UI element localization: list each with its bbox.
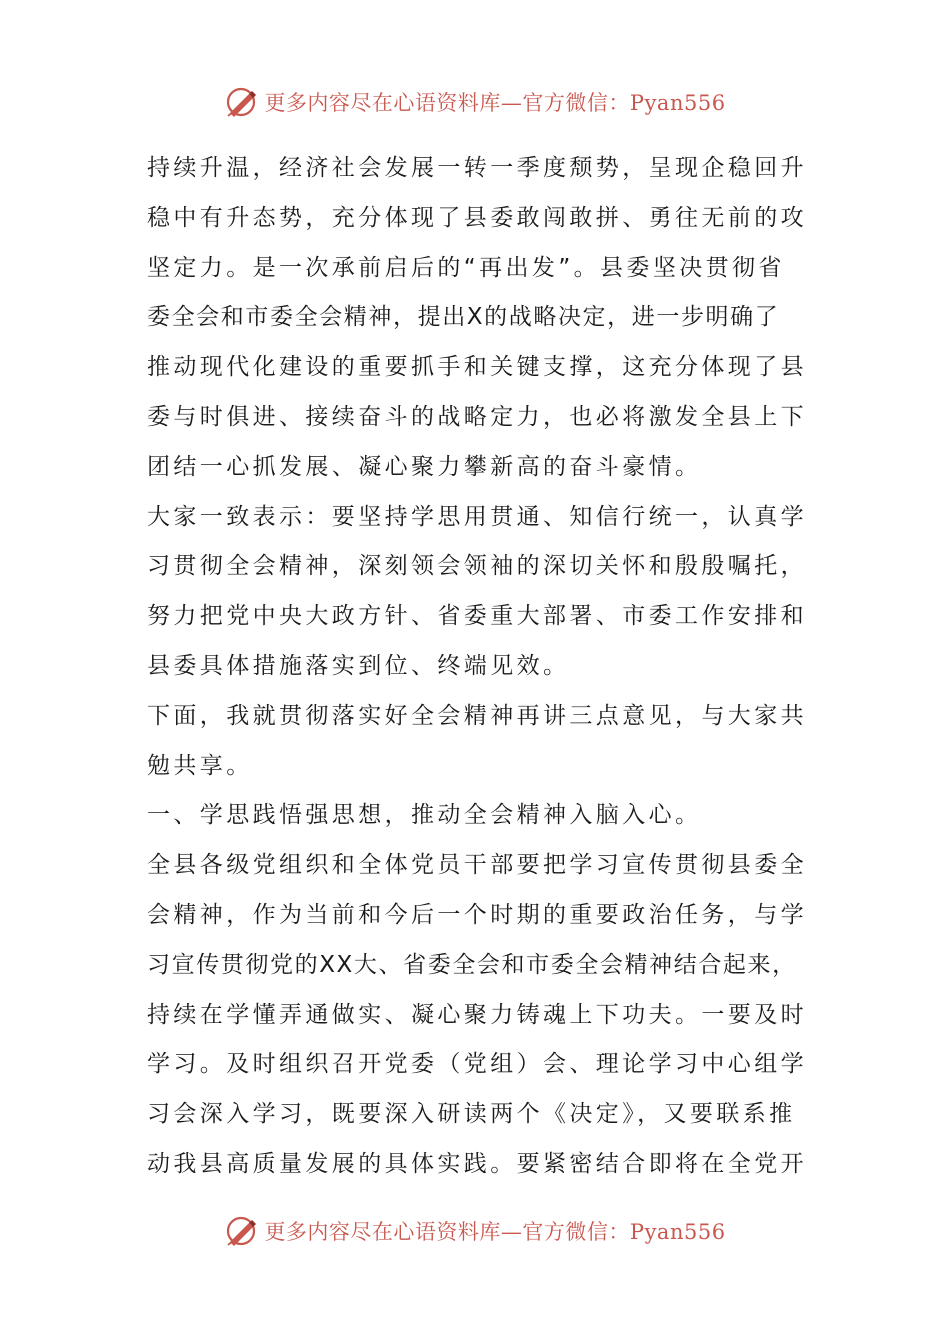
text-line: 推动现代化建设的重要抓手和关键支撑，这充分体现了县 — [147, 354, 807, 381]
text-line: 勉共享。 — [147, 752, 253, 779]
document-body — [147, 144, 807, 1190]
text-line: 委与时俱进、接续奋斗的战略定力，也必将激发全县上下 — [147, 403, 807, 430]
text-line: 努力把党中央大政方针、省委重大部署、市委工作安排和 — [147, 603, 807, 630]
text-line: 持续升温，经济社会发展一转一季度颓势，呈现企稳回升 — [147, 155, 807, 181]
text-line: 全县各级党组织和全体党员干部要把学习宣传贯彻县委全 — [147, 852, 807, 879]
text-line: 习贯彻全会精神，深刻领会领袖的深切关怀和殷殷嘱托， — [147, 553, 807, 580]
text-line: 大家一致表示：要坚持学思用贯通、知信行统一，认真学 — [147, 503, 807, 530]
section-heading: 一、学思践悟强思想，推动全会精神入脑入心。 — [147, 802, 702, 829]
text-line: 习会深入学习，既要深入研读两个《决定》，又要联系推 — [147, 1101, 796, 1128]
text-line: 会精神，作为当前和今后一个时期的重要政治任务，与学 — [147, 901, 807, 928]
text-line: 下面，我就贯彻落实好全会精神再讲三点意见，与大家共 — [147, 702, 807, 729]
text-line: 团结一心抓发展、凝心聚力攀新高的奋斗豪情。 — [147, 453, 702, 480]
pen-seal-logo-icon — [224, 85, 258, 119]
text-line: 习宣传贯彻党的XX大、省委全会和市委全会精神结合起来， — [147, 951, 797, 978]
text-line: 学习。及时组织召开党委（党组）会、理论学习中心组学 — [147, 1051, 807, 1078]
text-line: 稳中有升态势，充分体现了县委敢闯敢拼、勇往无前的攻 — [147, 204, 807, 231]
watermark-text: 更多内容尽在心语资料库—官方微信：Pyan556 — [264, 1220, 726, 1244]
text-line: 持续在学懂弄通做实、凝心聚力铸魂上下功夫。一要及时 — [147, 1001, 807, 1028]
text-line: 坚定力。是一次承前启后的“再出发”。县委坚决贯彻省 — [147, 254, 785, 281]
text-line: 委全会和市委全会精神，提出X的战略决定，进一步明确了 — [147, 304, 780, 331]
watermark-banner-top — [0, 80, 950, 124]
pen-seal-logo-icon — [224, 1214, 258, 1248]
text-line: 动我县高质量发展的具体实践。要紧密结合即将在全党开 — [147, 1150, 807, 1177]
watermark-text: 更多内容尽在心语资料库—官方微信：Pyan556 — [264, 91, 726, 115]
text-line: 县委具体措施落实到位、终端见效。 — [147, 652, 570, 679]
watermark-banner-bottom — [0, 1209, 950, 1253]
